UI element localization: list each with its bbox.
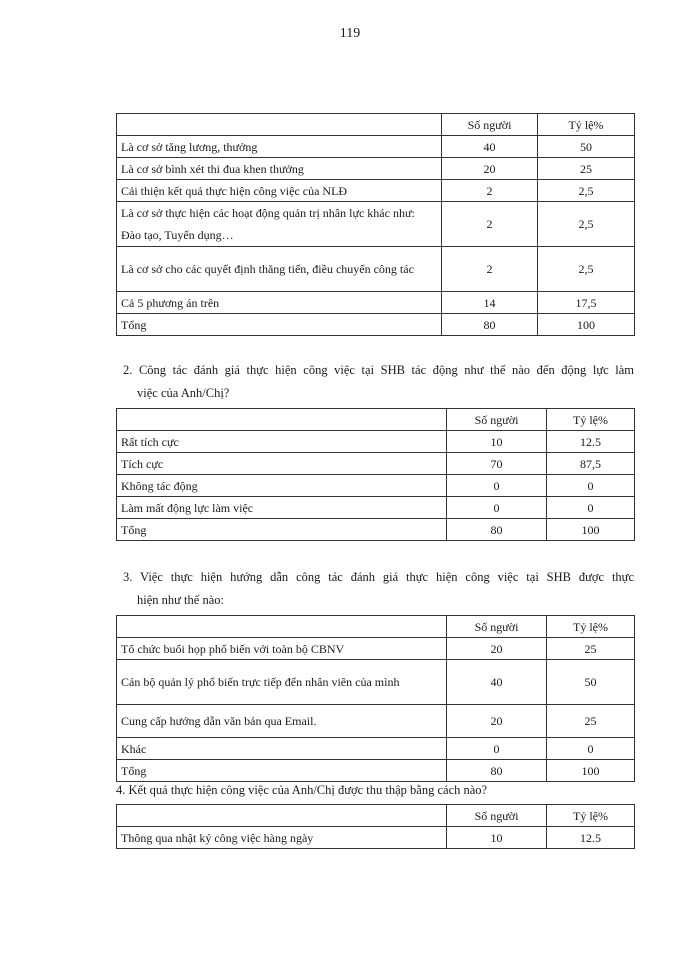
row-label xyxy=(117,202,442,247)
question-2-line-1: 2. Công tác đánh giá thực hiện công việc tại SHB tác động như thế nào đến động lực làm xyxy=(123,363,634,377)
header-percent: Tỷ lệ% xyxy=(538,114,635,136)
row-label: Tổ chức buổi họp phổ biến với toàn bộ CBNV xyxy=(117,638,447,660)
table-row xyxy=(117,738,635,760)
header-blank xyxy=(117,409,447,431)
row-percent: 0 xyxy=(547,475,635,497)
table-row xyxy=(117,180,635,202)
row-count: 20 xyxy=(447,705,547,738)
row-percent: 2,5 xyxy=(538,247,635,292)
header-percent: Tỷ lệ% xyxy=(547,409,635,431)
table-row xyxy=(117,660,635,705)
row-label: Cả 5 phương án trên xyxy=(117,292,442,314)
row-label: Tổng xyxy=(117,760,447,782)
header-count: Số người xyxy=(447,805,547,827)
question-4-line-1: 4. Kết quả thực hiện công việc của Anh/Chị được thu thập bằng cách nào? xyxy=(116,783,488,797)
row-percent: 87,5 xyxy=(547,453,635,475)
header-count: Số người xyxy=(447,616,547,638)
header-blank xyxy=(117,616,447,638)
header-blank xyxy=(117,114,442,136)
header-percent: Tỷ lệ% xyxy=(547,616,635,638)
row-count: 40 xyxy=(442,136,538,158)
row-percent: 12.5 xyxy=(547,431,635,453)
row-label: Là cơ sở tăng lương, thưởng xyxy=(117,136,442,158)
row-label-line-1: Là cơ sở thực hiện các hoạt động quản trị nhân lực khác như: xyxy=(121,206,415,220)
row-label: Rất tích cực xyxy=(117,431,447,453)
row-percent: 2,5 xyxy=(538,202,635,247)
row-percent: 17,5 xyxy=(538,292,635,314)
row-label: Thông qua nhật ký công việc hàng ngày xyxy=(117,827,447,849)
table-evaluation-usage xyxy=(116,113,635,336)
row-percent: 25 xyxy=(547,705,635,738)
row-label-line-2: Đào tạo, Tuyển dụng… xyxy=(121,228,234,242)
row-label: Tổng xyxy=(117,519,447,541)
table-row xyxy=(117,497,635,519)
row-count: 40 xyxy=(447,660,547,705)
row-count: 80 xyxy=(442,314,538,336)
row-count: 20 xyxy=(447,638,547,660)
row-percent: 50 xyxy=(547,660,635,705)
header-count: Số người xyxy=(442,114,538,136)
table-row xyxy=(117,705,635,738)
row-count: 0 xyxy=(447,497,547,519)
row-percent: 100 xyxy=(538,314,635,336)
table-row xyxy=(117,638,635,660)
row-percent: 0 xyxy=(547,497,635,519)
row-label: Cán bộ quản lý phổ biến trực tiếp đến nhân viên của mình xyxy=(117,660,447,705)
row-count: 20 xyxy=(442,158,538,180)
table-total-row xyxy=(117,519,635,541)
row-count: 80 xyxy=(447,760,547,782)
row-count: 10 xyxy=(447,431,547,453)
table-row xyxy=(117,292,635,314)
row-label: Tích cực xyxy=(117,453,447,475)
row-percent: 25 xyxy=(538,158,635,180)
question-3-line-2: hiện như thế nào: xyxy=(137,593,224,607)
table-total-row xyxy=(117,314,635,336)
row-label: Cung cấp hướng dẫn văn bản qua Email. xyxy=(117,705,447,738)
header-blank xyxy=(117,805,447,827)
row-count: 14 xyxy=(442,292,538,314)
row-percent: 100 xyxy=(547,519,635,541)
row-percent: 50 xyxy=(538,136,635,158)
row-count: 0 xyxy=(447,475,547,497)
table-row xyxy=(117,475,635,497)
page-number: 119 xyxy=(339,26,361,41)
table-row xyxy=(117,453,635,475)
row-count: 2 xyxy=(442,202,538,247)
row-label: Là cơ sở bình xét thi đua khen thưởng xyxy=(117,158,442,180)
row-label: Cải thiện kết quả thực hiện công việc của NLĐ xyxy=(117,180,442,202)
row-percent: 12.5 xyxy=(547,827,635,849)
row-percent: 0 xyxy=(547,738,635,760)
table-header-row xyxy=(117,805,635,827)
table-motivation-impact xyxy=(116,408,635,541)
table-row xyxy=(117,827,635,849)
question-3-line-1: 3. Việc thực hiện hướng dẫn công tác đánh giá thực hiện công việc tại SHB được thực xyxy=(123,570,634,584)
question-3 xyxy=(123,566,634,612)
row-label: Khác xyxy=(117,738,447,760)
row-count: 80 xyxy=(447,519,547,541)
row-label: Tổng xyxy=(117,314,442,336)
header-count: Số người xyxy=(447,409,547,431)
row-percent: 2,5 xyxy=(538,180,635,202)
row-percent: 25 xyxy=(547,638,635,660)
row-count: 0 xyxy=(447,738,547,760)
row-label: Không tác động xyxy=(117,475,447,497)
row-percent: 100 xyxy=(547,760,635,782)
header-percent: Tỷ lệ% xyxy=(547,805,635,827)
table-header-row xyxy=(117,409,635,431)
table-header-row xyxy=(117,114,635,136)
question-4 xyxy=(116,779,636,802)
row-label: Là cơ sở cho các quyết định thăng tiến, điều chuyển công tác xyxy=(117,247,442,292)
row-count: 10 xyxy=(447,827,547,849)
table-header-row xyxy=(117,616,635,638)
table-row xyxy=(117,158,635,180)
table-row xyxy=(117,247,635,292)
question-2 xyxy=(123,359,634,405)
table-row xyxy=(117,431,635,453)
row-label: Làm mất động lực làm việc xyxy=(117,497,447,519)
row-count: 70 xyxy=(447,453,547,475)
table-row xyxy=(117,202,635,247)
row-count: 2 xyxy=(442,247,538,292)
question-2-line-2: việc của Anh/Chị? xyxy=(137,386,230,400)
table-guidance-method xyxy=(116,615,635,782)
table-data-collection xyxy=(116,804,635,849)
row-count: 2 xyxy=(442,180,538,202)
table-row xyxy=(117,136,635,158)
